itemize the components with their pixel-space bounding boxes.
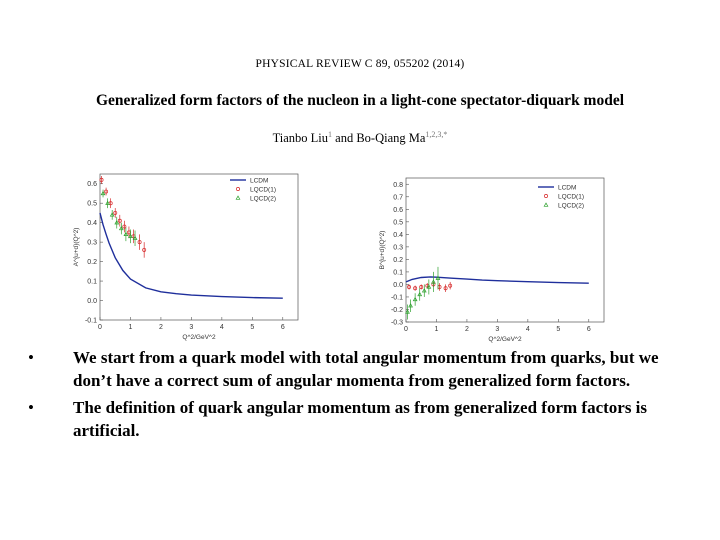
- y-tick-label: -0.1: [84, 317, 97, 325]
- x-tick-label: 6: [586, 326, 591, 333]
- y-tick-label: 0.0: [87, 298, 97, 306]
- legend-label: LQCD(2): [250, 195, 277, 203]
- author-name-1: Tianbo Liu: [272, 131, 329, 146]
- y-tick-label: 0.8: [393, 181, 403, 189]
- chart-b-form-factor: [362, 172, 612, 344]
- paper-title: Generalized form factors of the nucleon in a light-cone spectator-diquark model: [95, 92, 625, 109]
- y-tick-label: 0.2: [87, 259, 97, 267]
- journal-header: PHYSICAL REVIEW C 89, 055202 (2014): [255, 58, 465, 70]
- y-tick-label: -0.3: [390, 319, 403, 327]
- y-tick-label: 0.4: [393, 231, 403, 239]
- y-tick-label: 0.1: [393, 269, 403, 277]
- legend-label: LQCD(1): [558, 193, 585, 201]
- y-tick-label: 0.5: [87, 200, 97, 208]
- legend-label: LCDM: [250, 177, 269, 185]
- bullet-item-2: [26, 396, 696, 442]
- y-tick-label: 0.4: [87, 220, 97, 228]
- x-tick-label: 3: [495, 326, 500, 333]
- bullet-marker: •: [28, 348, 34, 367]
- bullet-text: We start from a quark model with total angular momentum from quarks, but we don’t have a correct sum of angular momenta from generalized form factors.: [73, 348, 659, 390]
- author-line: [0, 130, 720, 146]
- legend-label: LQCD(1): [250, 186, 277, 194]
- legend-swatch: [236, 196, 240, 199]
- x-tick-label: 5: [250, 324, 255, 331]
- x-tick-label: 4: [525, 326, 530, 333]
- y-tick-label: -0.1: [390, 294, 403, 302]
- x-tick-label: 4: [219, 324, 224, 331]
- author-name-2: and Bo-Qiang Ma: [332, 131, 426, 146]
- y-axis-label: A^{u+d}(Q^2): [73, 227, 80, 267]
- y-tick-label: 0.5: [393, 219, 403, 227]
- x-tick-label: 0: [404, 326, 408, 333]
- x-axis-label: Q^2/GeV^2: [488, 336, 522, 343]
- y-tick-label: -0.2: [390, 306, 403, 314]
- x-tick-label: 1: [128, 324, 133, 331]
- x-tick-label: 0: [98, 324, 102, 331]
- x-tick-label: 2: [158, 324, 163, 331]
- y-tick-label: 0.6: [87, 181, 97, 189]
- x-tick-label: 5: [556, 326, 561, 333]
- y-tick-label: 0.6: [393, 206, 403, 214]
- bullet-marker: •: [28, 398, 34, 417]
- y-axis-label: B^{u+d}(Q^2): [379, 230, 386, 270]
- y-tick-label: 0.1: [87, 278, 97, 286]
- series-line-lcdm: [100, 213, 283, 298]
- x-tick-label: 1: [434, 326, 439, 333]
- legend-swatch: [236, 187, 239, 190]
- x-tick-label: 2: [464, 326, 469, 333]
- y-tick-label: 0.3: [87, 239, 97, 247]
- affiliation-1: 1: [328, 130, 333, 139]
- legend-label: LCDM: [558, 184, 577, 192]
- bullet-text: The definition of quark angular momentum as from generalized form factors is artificial.: [73, 398, 648, 440]
- legend-label: LQCD(2): [558, 202, 585, 210]
- bullet-list: [26, 346, 696, 446]
- y-tick-label: 0.2: [393, 256, 403, 264]
- y-tick-label: 0.7: [393, 194, 403, 202]
- legend-swatch: [544, 194, 547, 197]
- y-tick-label: 0.0: [393, 281, 403, 289]
- affiliation-2: 1,2,3,*: [425, 130, 448, 139]
- y-tick-label: 0.3: [393, 244, 403, 252]
- chart-a-form-factor: [60, 168, 310, 343]
- x-tick-label: 3: [189, 324, 194, 331]
- legend-swatch: [544, 203, 548, 206]
- x-axis-label: Q^2/GeV^2: [182, 334, 216, 341]
- bullet-item-1: [26, 346, 696, 392]
- x-tick-label: 6: [280, 324, 285, 331]
